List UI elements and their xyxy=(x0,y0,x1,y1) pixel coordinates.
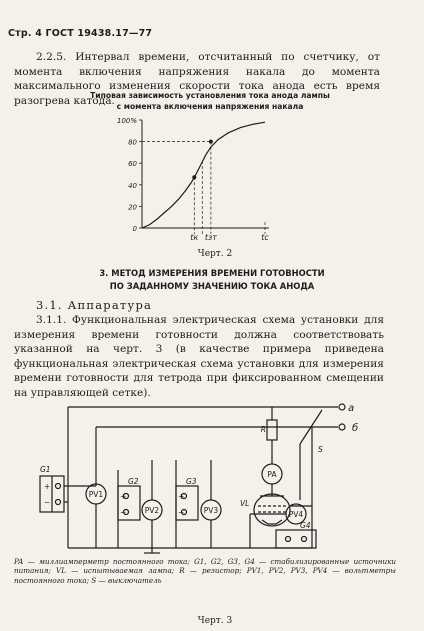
section-3-heading-line-2: ПО ЗАДАННОМУ ЗНАЧЕНИЮ ТОКА АНОДА xyxy=(109,280,315,291)
source-g4-terminal-minus xyxy=(302,537,307,542)
label-pv1: PV1 xyxy=(88,490,104,499)
label-pa: PA xyxy=(267,470,277,479)
schematic-caption: Черт. 3 xyxy=(197,616,233,626)
chart-title-line-1: Типовая зависимость установления тока анода лампы xyxy=(90,91,330,100)
page-header: Стр. 4 ГОСТ 19438.17—77 xyxy=(8,28,153,39)
terminal-a-label: а xyxy=(348,403,355,414)
label-g3-minus: − xyxy=(178,508,185,517)
label-r: R xyxy=(260,425,266,434)
label-pv4: PV4 xyxy=(288,510,304,519)
label-g2-minus: − xyxy=(120,508,127,517)
source-g4-terminal-plus xyxy=(286,537,291,542)
y-tick-label: 100% xyxy=(116,117,137,125)
x-tick-label: tзт xyxy=(204,233,217,242)
source-g4 xyxy=(276,530,316,548)
x-tick-label: tк xyxy=(190,233,199,242)
source-g1-terminal-plus xyxy=(56,484,61,489)
tube-cathode xyxy=(262,520,282,524)
label-s: S xyxy=(318,445,323,454)
paragraph-3-1-1: 3.1.1. Функциональная электрическая схема установки для измерения времени готовности должна соответствовать указанной на черт. 3 (в качестве примера приведена функциональная электрическая схема установки для измерения времени готовности для тетрода при фиксированном смещении на управляющей сетке). xyxy=(14,314,384,399)
chart-title-line-2: с момента включения напряжения накала xyxy=(116,102,304,111)
label-g3: G3 xyxy=(186,477,197,486)
y-tick-label: 0 xyxy=(132,225,137,233)
label-vl: VL xyxy=(240,499,250,508)
paragraph-2-2-5: 2.2.5. Интервал времени, отсчитанный по счетчику, от момента включения напряжения накала до момента максимального изменения скорости тока анода есть время разогрева катода. xyxy=(14,51,380,107)
label-pv3: PV3 xyxy=(203,506,219,515)
label-g1-plus: + xyxy=(44,482,51,491)
y-tick-label: 80 xyxy=(128,138,137,147)
section-3-heading-line-1: 3. МЕТОД ИЗМЕРЕНИЯ ВРЕМЕНИ ГОТОВНОСТИ xyxy=(99,268,325,278)
y-tick-label: 20 xyxy=(128,203,137,212)
label-g1-minus: − xyxy=(44,498,51,507)
tube-vl xyxy=(254,494,290,526)
label-g4: G4 xyxy=(300,521,311,530)
label-g2: G2 xyxy=(128,477,139,486)
label-g2-plus: + xyxy=(120,492,127,501)
label-g1: G1 xyxy=(40,465,51,474)
subsection-3-1: 3.1. Аппаратура xyxy=(36,298,153,312)
y-tick-label: 60 xyxy=(128,160,137,169)
resistor-r xyxy=(267,420,277,440)
label-pv2: PV2 xyxy=(144,506,160,515)
y-tick-label: 40 xyxy=(128,181,137,190)
chart-caption: Черт. 2 xyxy=(197,249,233,259)
source-g1-terminal-minus xyxy=(56,500,61,505)
terminal-b-label: б xyxy=(352,423,359,434)
terminal-a xyxy=(339,404,345,410)
schematic-legend: PA — миллиамперметр постоянного тока; G1, G2, G3, G4 — стабилизированные источники питания; VL — испытываемая лампа; R — резистор; PV1, PV2, PV3, PV4 — вольтметры постоянного тока; S — выключатель xyxy=(14,557,396,585)
label-g3-plus: + xyxy=(178,492,185,501)
x-tick-label: tс xyxy=(261,233,269,242)
terminal-b xyxy=(339,424,345,430)
